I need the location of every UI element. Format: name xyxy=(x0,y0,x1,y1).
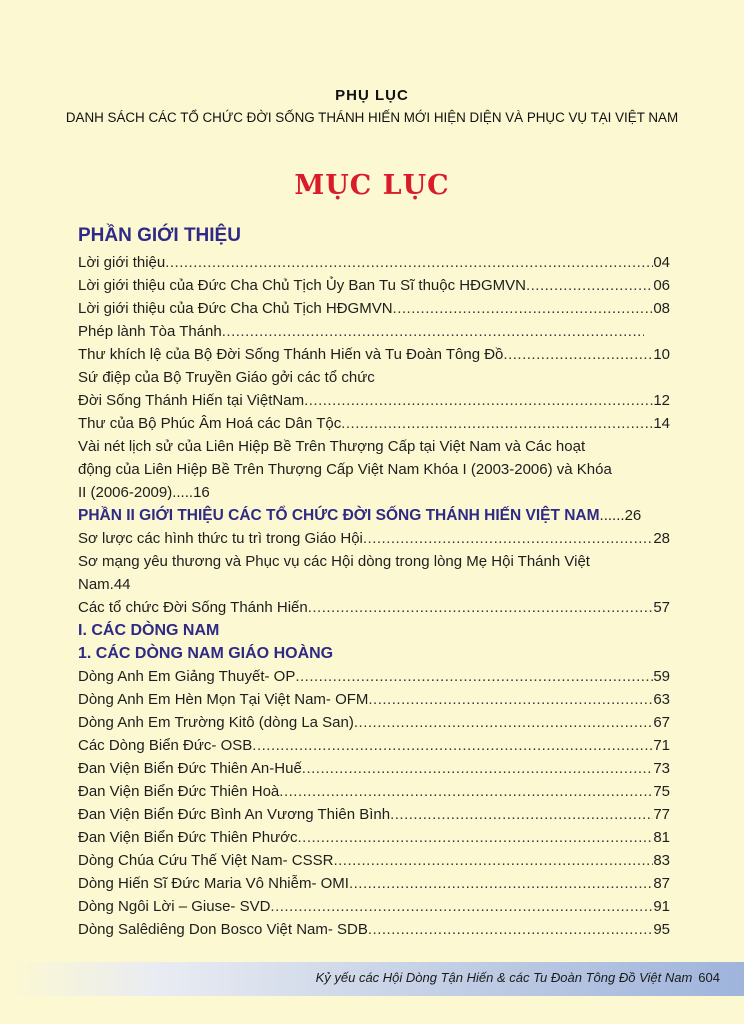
footer-caption xyxy=(316,970,720,985)
toc-entry-page: 14 xyxy=(653,415,670,432)
leader-dots xyxy=(308,596,654,619)
toc-entry-page: 81 xyxy=(653,829,670,846)
leader-dots-text: ...... xyxy=(599,507,625,524)
table-of-contents xyxy=(78,223,670,941)
footer-title: Kỷ yếu các Hội Dòng Tận Hiến & các Tu Đoàn Tông Đồ Việt Nam xyxy=(315,970,693,985)
toc-entry-line: động của Liên Hiệp Bề Trên Thượng Cấp Việt Nam Khóa I (2003-2006) và Khóa xyxy=(78,461,612,478)
toc-entry[interactable] xyxy=(78,849,670,872)
leader-dots xyxy=(252,734,653,757)
toc-entry-line: Vài nét lịch sử của Liên Hiệp Bề Trên Thượng Cấp tại Việt Nam và Các hoạt xyxy=(78,438,586,455)
toc-entry-text: Đan Viện Biển Đức Bình An Vương Thiên Bình xyxy=(78,806,391,823)
appendix-subtitle: DANH SÁCH CÁC TỔ CHỨC ĐỜI SỐNG THÁNH HIẾN MỚI HIỆN DIỆN VÀ PHỤC VỤ TẠI VIỆT NAM xyxy=(65,110,679,125)
toc-entry-page: 10 xyxy=(653,346,670,363)
toc-entry-page: 91 xyxy=(653,898,670,915)
toc-entry[interactable] xyxy=(78,297,670,320)
toc-entry-page: 57 xyxy=(653,599,670,616)
toc-entry-text: Đan Viện Biển Đức Thiên An-Huế xyxy=(78,760,302,777)
toc-entry-page: 63 xyxy=(653,691,670,708)
toc-entry-page: 59 xyxy=(653,668,670,685)
leader-dots xyxy=(302,757,654,780)
toc-entry[interactable] xyxy=(78,803,670,826)
page-footer xyxy=(8,962,744,996)
toc-entry-part2[interactable] xyxy=(78,504,670,527)
toc-entry[interactable] xyxy=(78,895,670,918)
toc-entry-text: Thư của Bộ Phúc Âm Hoá các Dân Tộc xyxy=(78,415,342,432)
toc-entry-page: 67 xyxy=(653,714,670,731)
toc-entry[interactable] xyxy=(78,918,670,941)
leader-dots xyxy=(304,389,653,412)
toc-entry-page: 12 xyxy=(653,392,670,409)
leader-dots xyxy=(297,826,653,849)
page-number: 604 xyxy=(698,970,720,985)
toc-entry-text: Dòng Ngôi Lời – Giuse- SVD xyxy=(78,898,271,915)
toc-entry-page: 04 xyxy=(653,254,670,271)
toc-entry[interactable] xyxy=(78,734,670,757)
toc-entry-line: II (2006-2009).....16 xyxy=(78,484,210,501)
toc-entry-page: 26 xyxy=(624,507,642,524)
toc-entry[interactable] xyxy=(78,711,670,734)
toc-entry-line: Sứ điệp của Bộ Truyền Giáo gởi các tổ chức xyxy=(78,369,375,386)
toc-entry-page: 71 xyxy=(653,737,670,754)
toc-entry-page: 06 xyxy=(653,277,670,294)
toc-entry[interactable] xyxy=(78,274,670,297)
appendix-title: PHỤ LỤC xyxy=(335,87,409,104)
leader-dots xyxy=(354,711,653,734)
toc-entry-text: Dòng Anh Em Hèn Mọn Tại Việt Nam- OFM xyxy=(78,691,369,708)
toc-entry[interactable] xyxy=(78,320,670,343)
toc-entry[interactable] xyxy=(78,251,670,274)
toc-entry-text: Lời giới thiệu của Đức Cha Chủ Tịch Ủy Ban Tu Sĩ thuộc HĐGMVN xyxy=(78,277,526,294)
toc-entry-text: Đan Viện Biển Đức Thiên Hoà xyxy=(78,783,280,800)
leader-dots xyxy=(279,780,653,803)
toc-entry-text: Phép lành Tòa Thánh xyxy=(78,323,222,340)
toc-entry-page: 08 xyxy=(653,300,670,317)
part-heading-intro: PHẦN GIỚI THIỆU xyxy=(78,225,241,246)
toc-entry-text: Sơ lược các hình thức tu trì trong Giáo Hội xyxy=(78,530,363,547)
toc-entry[interactable] xyxy=(78,688,670,711)
toc-entry-page: 95 xyxy=(653,921,670,938)
toc-entry-text: Dòng Anh Em Giảng Thuyết- OP xyxy=(78,668,296,685)
leader-dots xyxy=(270,895,653,918)
toc-entry[interactable] xyxy=(78,826,670,849)
leader-dots xyxy=(363,527,653,550)
toc-entry[interactable] xyxy=(78,527,670,550)
leader-dots xyxy=(368,918,653,941)
leader-dots xyxy=(222,320,644,343)
section-heading-pontifical-orders: 1. CÁC DÒNG NAM GIÁO HOÀNG xyxy=(78,645,334,662)
leader-dots xyxy=(526,274,653,297)
toc-entry[interactable] xyxy=(78,343,670,366)
toc-title: MỤC LỤC xyxy=(294,170,450,201)
toc-entry[interactable] xyxy=(78,872,670,895)
toc-entry-page: 75 xyxy=(653,783,670,800)
part-heading-part2: PHẦN II GIỚI THIỆU CÁC TỔ CHỨC ĐỜI SỐNG THÁNH HIẾN VIỆT NAM xyxy=(78,507,600,524)
toc-entry-page: 83 xyxy=(653,852,670,869)
toc-entry-text: Thư khích lệ của Bộ Đời Sống Thánh Hiến và Tu Đoàn Tông Đồ xyxy=(78,346,504,363)
toc-entry-line: Sơ mạng yêu thương và Phục vụ các Hội dòng trong lòng Mẹ Hội Thánh Việt xyxy=(78,553,590,570)
toc-entry-text: Lời giới thiệu xyxy=(78,254,166,271)
toc-entry-page: 28 xyxy=(653,530,670,547)
toc-entry-text: Các tổ chức Đời Sống Thánh Hiến xyxy=(78,599,308,616)
toc-entry-text: Dòng Chúa Cứu Thế Việt Nam- CSSR xyxy=(78,852,334,869)
toc-entry-page: 77 xyxy=(653,806,670,823)
leader-dots xyxy=(295,665,653,688)
leader-dots xyxy=(390,803,653,826)
toc-entry-line: Nam.44 xyxy=(78,576,131,593)
section-heading-men-orders: I. CÁC DÒNG NAM xyxy=(78,622,220,639)
toc-entry-text: Lời giới thiệu của Đức Cha Chủ Tịch HĐGMVN xyxy=(78,300,393,317)
leader-dots xyxy=(333,849,653,872)
toc-entry[interactable] xyxy=(78,389,670,412)
toc-entry[interactable] xyxy=(78,665,670,688)
leader-dots xyxy=(368,688,653,711)
leader-dots xyxy=(341,412,653,435)
toc-entry-text: Đan Viện Biển Đức Thiên Phước xyxy=(78,829,298,846)
toc-entry-text: Dòng Anh Em Trường Kitô (dòng La San) xyxy=(78,714,354,731)
leader-dots xyxy=(503,343,653,366)
leader-dots xyxy=(349,872,653,895)
toc-entry-page: 87 xyxy=(653,875,670,892)
toc-entry-text: Dòng Salêdiêng Don Bosco Việt Nam- SDB xyxy=(78,921,368,938)
toc-entry-text: Đời Sống Thánh Hiến tại ViệtNam xyxy=(78,392,305,409)
toc-entry[interactable] xyxy=(78,780,670,803)
toc-entry-text: Các Dòng Biển Đức- OSB xyxy=(78,737,253,754)
toc-entry[interactable] xyxy=(78,596,670,619)
orders-list xyxy=(78,665,670,941)
toc-entry[interactable] xyxy=(78,412,670,435)
toc-entry-page: 73 xyxy=(653,760,670,777)
leader-dots xyxy=(393,297,654,320)
leader-dots xyxy=(165,251,653,274)
toc-entry-text: Dòng Hiến Sĩ Đức Maria Vô Nhiễm- OMI xyxy=(78,875,349,892)
toc-entry[interactable] xyxy=(78,757,670,780)
